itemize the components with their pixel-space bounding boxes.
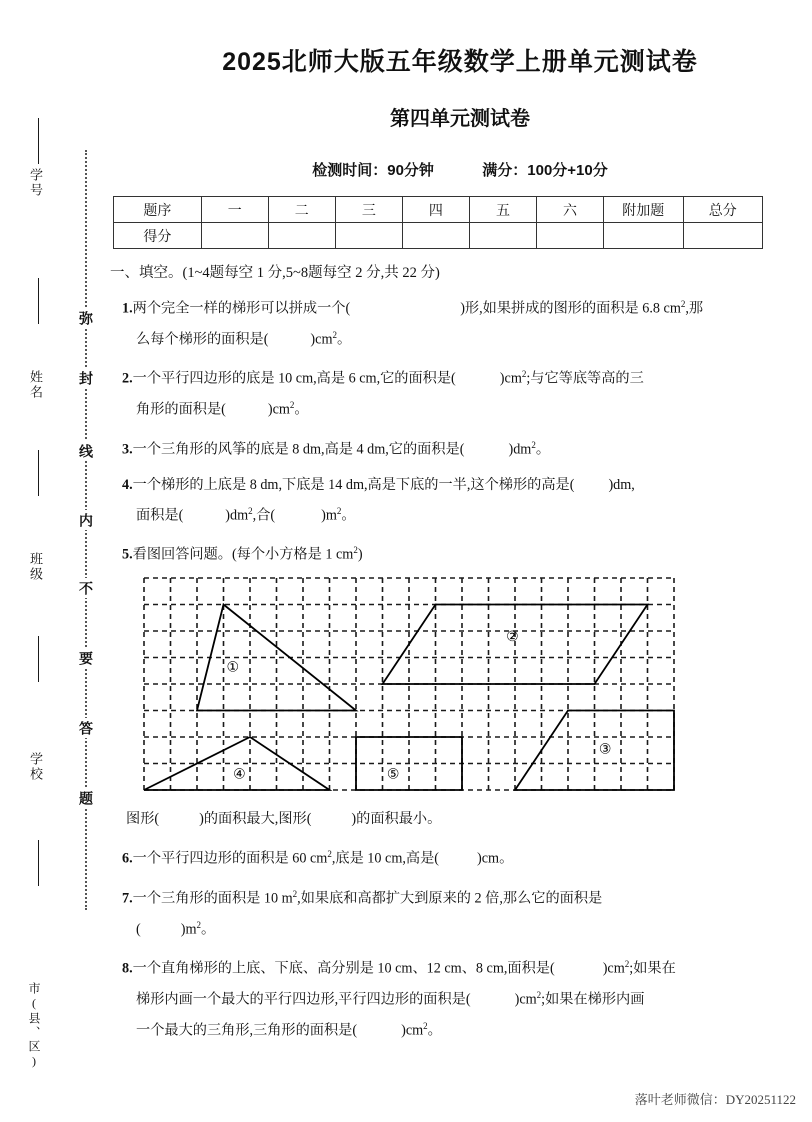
field-student-id: 学号 bbox=[28, 168, 43, 198]
question-1-number: 1. bbox=[122, 300, 133, 317]
question-3-text-c: 。 bbox=[535, 441, 551, 458]
score-row-label-0: 题序 bbox=[114, 197, 202, 223]
score-col-total: 总分 bbox=[683, 197, 763, 223]
question-1-text-e: )cm bbox=[310, 331, 333, 348]
score-col-3: 三 bbox=[335, 197, 402, 223]
question-2-text-f: 。 bbox=[294, 401, 309, 418]
question-7-text-e: 。 bbox=[201, 921, 216, 938]
field-name: 姓名 bbox=[28, 370, 43, 400]
seal-char-5: 不 bbox=[74, 578, 94, 598]
question-2-sup-2: 2 bbox=[289, 400, 295, 411]
question-1-text-c: ,那 bbox=[685, 300, 704, 317]
score-cell-total[interactable] bbox=[683, 223, 763, 249]
shape-label-④: ④ bbox=[233, 767, 246, 783]
figure-caption-b: )的面积最大,图形( bbox=[199, 811, 312, 828]
question-2 bbox=[122, 361, 812, 422]
figure-grid bbox=[142, 576, 812, 797]
question-1-text-d: 么每个梯形的面积是( bbox=[136, 331, 269, 348]
question-2-text-a: 一个平行四边形的底是 10 cm,高是 6 cm,它的面积是( bbox=[132, 371, 456, 388]
question-8-number: 8. bbox=[122, 961, 133, 978]
question-1-text-f: 。 bbox=[336, 331, 352, 348]
figure-caption-a: 图形( bbox=[126, 811, 160, 828]
question-2-text-c: ;与它等底等高的三 bbox=[526, 371, 644, 388]
section-heading: 一、填空。(1~4题每空 1 分,5~8题每空 2 分,共 22 分) bbox=[110, 265, 440, 281]
score-cell-1[interactable] bbox=[201, 223, 268, 249]
question-5-number: 5. bbox=[122, 547, 133, 564]
question-1 bbox=[122, 291, 812, 352]
seal-char-8: 题 bbox=[74, 788, 94, 808]
exam-info bbox=[108, 131, 812, 180]
table-row-header bbox=[114, 197, 763, 223]
question-6-text-b: ,底是 10 cm,高是( bbox=[331, 850, 440, 867]
score-cell-extra[interactable] bbox=[604, 223, 683, 249]
exam-time: 检测时间：90分钟 bbox=[312, 162, 434, 179]
score-cell-6[interactable] bbox=[537, 223, 604, 249]
score-row-label-1: 得分 bbox=[114, 223, 202, 249]
question-8-sup-1: 2 bbox=[624, 959, 630, 970]
shape-label-⑤: ⑤ bbox=[386, 767, 400, 783]
question-8-text-e: )cm bbox=[514, 991, 537, 1008]
question-7 bbox=[122, 881, 812, 942]
seal-rule-3 bbox=[38, 450, 39, 496]
question-7-sup-2: 2 bbox=[196, 919, 201, 930]
score-col-6: 六 bbox=[537, 197, 604, 223]
shape-label-①: ① bbox=[226, 660, 240, 676]
field-city-district: 市(县、区) bbox=[27, 982, 41, 1070]
score-col-extra: 附加题 bbox=[604, 197, 683, 223]
shape-label-③: ③ bbox=[598, 742, 612, 758]
shape-label-②: ② bbox=[506, 629, 519, 645]
question-4-text-f: )m bbox=[321, 507, 337, 524]
question-7-text-a: 一个三角形的面积是 10 m bbox=[132, 890, 293, 907]
question-7-number: 7. bbox=[122, 890, 133, 907]
question-7-sup-1: 2 bbox=[292, 888, 298, 899]
seal-char-3: 线 bbox=[74, 441, 94, 461]
score-col-2: 二 bbox=[268, 197, 335, 223]
score-col-4: 四 bbox=[402, 197, 469, 223]
question-1-text-a: 两个完全一样的梯形可以拼成一个( bbox=[132, 300, 351, 317]
question-8-text-i: 。 bbox=[427, 1022, 442, 1039]
question-2-text-e: )cm bbox=[267, 401, 290, 418]
question-3-text-b: )dm bbox=[508, 441, 532, 458]
question-8-sup-2: 2 bbox=[536, 990, 542, 1001]
question-4-text-a: 一个梯形的上底是 8 dm,下底是 14 dm,高是下底的一半,这个梯形的高是( bbox=[132, 476, 575, 493]
score-col-1: 一 bbox=[201, 197, 268, 223]
score-table bbox=[113, 196, 763, 249]
question-8 bbox=[122, 951, 812, 1043]
figure-svg bbox=[142, 576, 676, 792]
question-8-text-f: ;如果在梯形内画 bbox=[541, 991, 645, 1008]
question-4-sup-2: 2 bbox=[336, 505, 342, 516]
page-title: 2025北师大版五年级数学上册单元测试卷 bbox=[222, 48, 698, 76]
question-2-number: 2. bbox=[122, 371, 133, 388]
question-5-text-a: 看图回答问题。(每个小方格是 1 cm bbox=[132, 547, 354, 564]
question-2-text-b: )cm bbox=[499, 371, 522, 388]
score-cell-2[interactable] bbox=[268, 223, 335, 249]
question-6-text-a: 一个平行四边形的面积是 60 cm bbox=[132, 850, 328, 867]
question-3-number: 3. bbox=[122, 441, 133, 458]
seal-char-7: 答 bbox=[74, 718, 94, 738]
seal-column bbox=[0, 0, 108, 1122]
question-5-sup-1: 2 bbox=[353, 545, 358, 556]
question-1-text-b: )形,如果拼成的图形的面积是 6.8 cm bbox=[460, 300, 681, 317]
seal-char-1: 弥 bbox=[74, 308, 94, 328]
figure-caption-c: )的面积最小。 bbox=[351, 811, 442, 828]
seal-char-4: 内 bbox=[74, 510, 94, 530]
question-1-sup-1: 2 bbox=[680, 299, 686, 309]
question-8-text-g: 一个最大的三角形,三角形的面积是( bbox=[136, 1022, 358, 1039]
question-6-sup-1: 2 bbox=[327, 849, 332, 860]
question-7-text-b: ,如果底和高都扩大到原来的 2 倍,那么它的面积是 bbox=[297, 890, 603, 907]
question-2-sup-1: 2 bbox=[521, 369, 527, 380]
question-8-text-c: ;如果在 bbox=[629, 961, 676, 978]
question-2-text-d: 角形的面积是( bbox=[136, 401, 226, 418]
question-7-text-d: )m bbox=[180, 921, 197, 938]
footer-watermark: 落叶老师微信：DY20251122 bbox=[634, 1092, 796, 1107]
page-subtitle: 第四单元测试卷 bbox=[390, 108, 530, 130]
question-6-text-c: )cm。 bbox=[477, 850, 514, 867]
table-row-score bbox=[114, 223, 763, 249]
question-4-text-g: 。 bbox=[341, 507, 356, 524]
seal-rule-1 bbox=[38, 118, 39, 164]
question-8-text-b: )cm bbox=[602, 961, 625, 978]
question-8-sup-3: 2 bbox=[423, 1020, 428, 1031]
field-school: 学校 bbox=[28, 752, 43, 782]
question-3-sup-1: 2 bbox=[531, 439, 536, 450]
score-cell-4[interactable] bbox=[402, 223, 469, 249]
score-cell-5[interactable] bbox=[469, 223, 536, 249]
seal-char-2: 封 bbox=[74, 368, 94, 388]
question-4-text-c: 面积是( bbox=[136, 507, 184, 524]
seal-rule-5 bbox=[38, 840, 39, 886]
seal-char-6: 要 bbox=[74, 648, 94, 668]
question-4-sup-1: 2 bbox=[248, 505, 253, 516]
question-7-text-c: ( bbox=[136, 921, 141, 938]
question-8-text-h: )cm bbox=[401, 1022, 424, 1039]
score-cell-3[interactable] bbox=[335, 223, 402, 249]
seal-rule-2 bbox=[38, 278, 39, 324]
question-4-text-d: )dm bbox=[225, 507, 249, 524]
question-1-sup-2: 2 bbox=[332, 329, 337, 340]
question-4 bbox=[122, 472, 812, 529]
seal-rule-4 bbox=[38, 636, 39, 682]
question-8-text-a: 一个直角梯形的上底、下底、高分别是 10 cm、12 cm、8 cm,面积是( bbox=[132, 961, 555, 978]
exam-full-score: 满分：100分+10分 bbox=[482, 162, 608, 179]
question-4-number: 4. bbox=[122, 476, 133, 493]
question-5 bbox=[122, 537, 812, 568]
question-6 bbox=[122, 841, 812, 872]
question-5-text-b: ) bbox=[357, 547, 363, 564]
question-3-text-a: 一个三角形的风筝的底是 8 dm,高是 4 dm,它的面积是( bbox=[132, 441, 465, 458]
field-class: 班级 bbox=[28, 552, 43, 582]
question-3 bbox=[122, 432, 812, 463]
figure-caption bbox=[126, 806, 812, 832]
question-6-number: 6. bbox=[122, 850, 133, 867]
question-4-text-b: )dm, bbox=[608, 476, 635, 493]
exam-paper bbox=[108, 0, 812, 1122]
question-4-text-e: ,合( bbox=[252, 507, 276, 524]
question-8-text-d: 梯形内画一个最大的平行四边形,平行四边形的面积是( bbox=[136, 991, 471, 1008]
score-col-5: 五 bbox=[469, 197, 536, 223]
